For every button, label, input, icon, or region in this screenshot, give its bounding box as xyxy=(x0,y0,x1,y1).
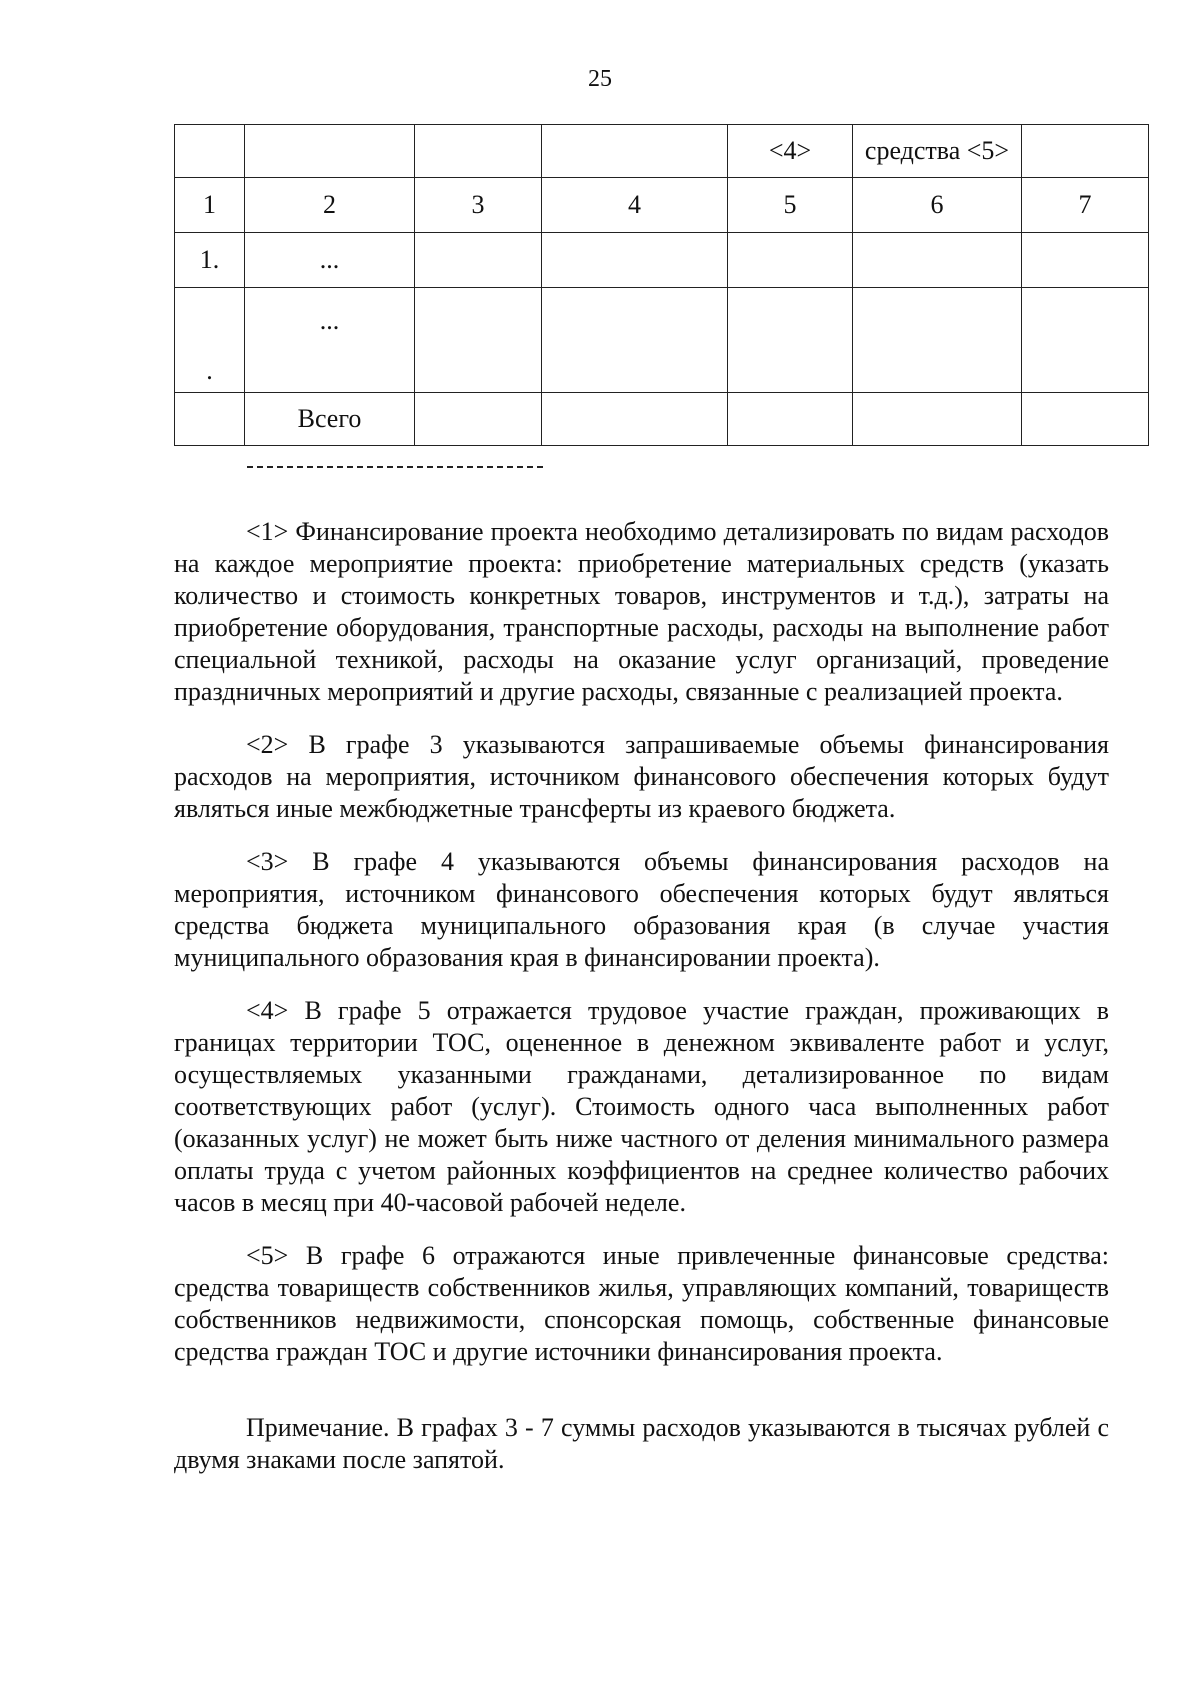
table-cell xyxy=(728,288,853,393)
table-cell xyxy=(415,233,542,288)
table-cell xyxy=(415,393,542,446)
table-cell xyxy=(853,393,1022,446)
row-number-cell xyxy=(175,288,245,393)
total-label: Всего xyxy=(245,393,415,446)
header-cell xyxy=(542,125,728,178)
table-cell xyxy=(175,393,245,446)
table-cell xyxy=(542,288,728,393)
column-number: 5 xyxy=(728,178,853,233)
column-number-row xyxy=(175,178,1149,233)
table-cell xyxy=(1022,233,1149,288)
row-item: ... xyxy=(245,233,415,288)
header-cell xyxy=(415,125,542,178)
header-cell xyxy=(175,125,245,178)
table-row xyxy=(175,288,1149,393)
table-cell xyxy=(728,393,853,446)
column-number: 7 xyxy=(1022,178,1149,233)
row-item: ... xyxy=(245,288,415,393)
footnote-1: <1> Финансирование проекта необходимо детализировать по видам расходов на каждое мероприятие проекта: приобретение материальных средств (указать количество и стоимость конкретных товаров, инструментов и т.д.), затраты на приобретение оборудования, транспортные расходы, расходы на выполнение работ специальной техникой, расходы на оказание услуг организаций, проведение праздничных мероприятий и другие расходы, связанные с реализацией проекта. xyxy=(174,517,1109,706)
header-cell xyxy=(1022,125,1149,178)
column-number: 1 xyxy=(175,178,245,233)
financing-table xyxy=(174,124,1149,446)
table-cell xyxy=(1022,288,1149,393)
footnote-4: <4> В графе 5 отражается трудовое участие граждан, проживающих в границах территории ТОС, оцененное в денежном эквиваленте работ и услуг, осуществляемых указанными гражданами, детализированное по видам соответствующих работ (услуг). Стоимость одного часа выполненных работ (оказанных услуг) не может быть ниже частного от деления минимального размера оплаты труда с учетом районных коэффициентов на среднее количество рабочих часов в месяц при 40-часовой рабочей неделе. xyxy=(174,996,1109,1217)
header-cell: средства <5> xyxy=(853,125,1022,178)
footnote-separator xyxy=(247,466,543,468)
table-header-row xyxy=(175,125,1149,178)
column-number: 2 xyxy=(245,178,415,233)
header-cell xyxy=(245,125,415,178)
footnote-2: <2> В графе 3 указываются запрашиваемые объемы финансирования расходов на мероприятия, источником финансового обеспечения которых будут являться иные межбюджетные трансферты из краевого бюджета. xyxy=(174,730,1109,823)
total-row xyxy=(175,393,1149,446)
table-cell xyxy=(1022,393,1149,446)
table-cell xyxy=(542,233,728,288)
column-number: 4 xyxy=(542,178,728,233)
column-number: 3 xyxy=(415,178,542,233)
table-cell xyxy=(415,288,542,393)
table-row xyxy=(175,233,1149,288)
row-number: 1. xyxy=(175,233,245,288)
note: Примечание. В графах 3 - 7 суммы расходов указываются в тысячах рублей с двумя знаками после запятой. xyxy=(174,1413,1109,1474)
table-cell xyxy=(542,393,728,446)
page-number: 25 xyxy=(588,66,612,92)
column-number: 6 xyxy=(853,178,1022,233)
footnotes xyxy=(174,516,1109,1497)
header-cell: <4> xyxy=(728,125,853,178)
footnote-3: <3> В графе 4 указываются объемы финансирования расходов на мероприятия, источником финансового обеспечения которых будут являться средства бюджета муниципального образования края (в случае участия муниципального образования края в финансировании проекта). xyxy=(174,847,1109,972)
table-cell xyxy=(853,288,1022,393)
footnote-5: <5> В графе 6 отражаются иные привлеченные финансовые средства: средства товариществ собственников жилья, управляющих компаний, товариществ собственников недвижимости, спонсорская помощь, собственные финансовые средства граждан ТОС и другие источники финансирования проекта. xyxy=(174,1241,1109,1366)
table-cell xyxy=(853,233,1022,288)
row-number: . xyxy=(206,356,213,385)
table-cell xyxy=(728,233,853,288)
